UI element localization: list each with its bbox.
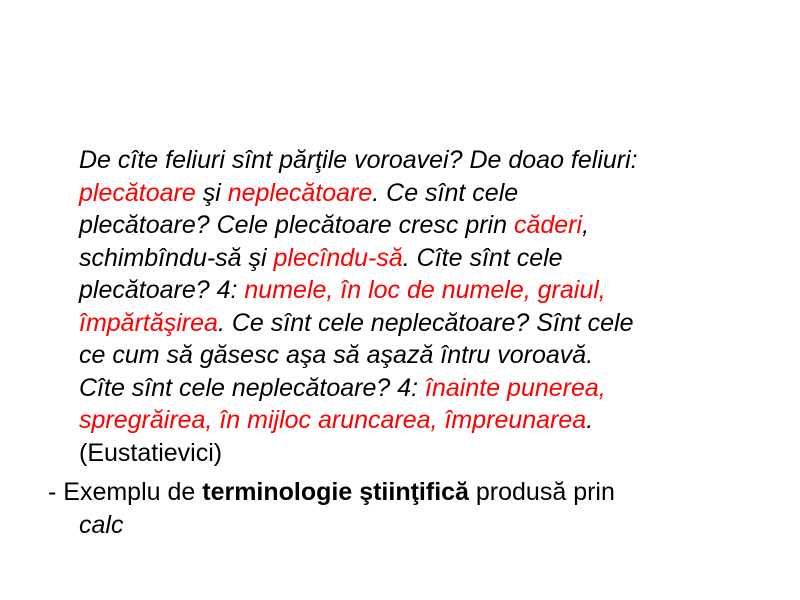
quote-text: . — [586, 406, 594, 434]
bullet-italic-term: calc — [79, 510, 124, 539]
quote-text: . Ce sînt cele neplecătoare? Sînt cele — [217, 308, 634, 337]
quote-line-7: ce cum să găsesc aşa să aşază întru voroavă. — [79, 341, 594, 369]
term-neplecatoare: neplecătoare — [227, 178, 373, 207]
quote-paragraph — [79, 144, 779, 469]
term-plecatoare: plecătoare — [79, 178, 196, 207]
term-caderi: căderi — [513, 211, 583, 239]
term-inainte-punerea: înainte punerea, — [425, 373, 606, 402]
quote-line-3: plecătoare? Cele plecătoare cresc prin — [79, 211, 514, 239]
bullet-item — [48, 476, 768, 541]
quote-line-1: De cîte feliuri sînt părţile voroavei? De doao feliuri: — [79, 146, 638, 174]
quote-line-8: Cîte sînt cele neplecătoare? 4: — [79, 373, 426, 402]
quote-text: . Ce sînt cele — [372, 178, 519, 207]
bullet-prefix: - Exemplu de — [48, 478, 203, 506]
quote-text: . Cîte sînt cele — [402, 243, 563, 272]
term-spregrairea: spregrăirea, în mijloc aruncarea, împreunarea — [79, 406, 587, 434]
quote-source: (Eustatievici) — [79, 438, 223, 467]
term-numele: numele, în loc de numele, graiul, — [244, 276, 606, 304]
quote-line-5: plecătoare? 4: — [79, 276, 245, 304]
quote-text: şi — [195, 178, 228, 207]
term-impartasirea: împărtăşirea — [79, 308, 218, 337]
quote-text: , — [582, 211, 590, 239]
bullet-middle: produsă prin — [468, 478, 615, 506]
quote-line-4: schimbîndu-să şi — [79, 243, 274, 272]
bullet-bold-term: terminologie ştiinţifică — [202, 478, 469, 506]
term-plecindu-sa: plecîndu-să — [273, 243, 403, 272]
